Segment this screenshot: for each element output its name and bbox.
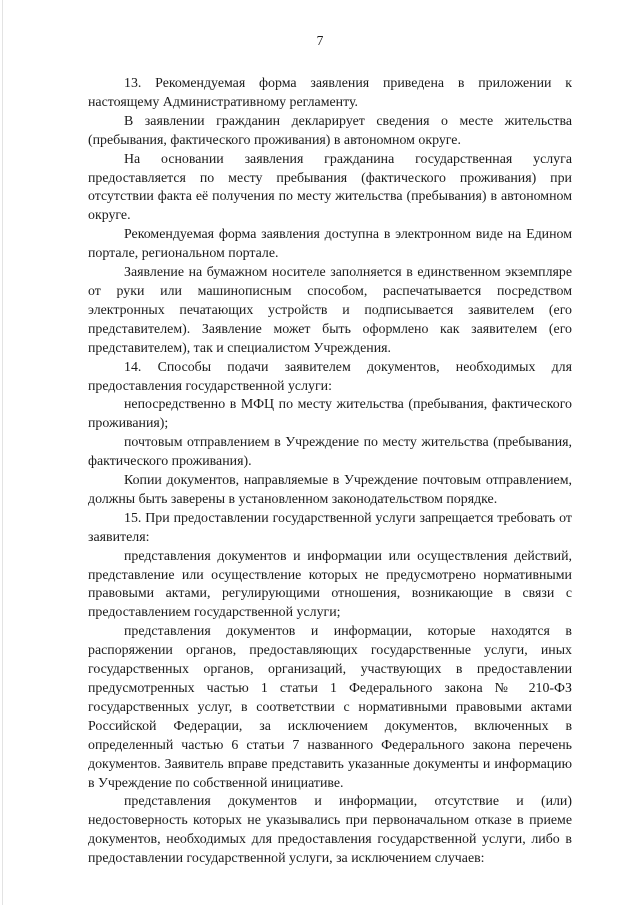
paragraph-declaration: В заявлении гражданин декларирует сведения о месте жительства (пребывания, фактического проживания) в автономном округе. [88,113,572,148]
paragraph-mfc-submission: непосредственно в МФЦ по месту жительства (пребывания, фактического проживания); [88,397,572,432]
paragraph-place-of-stay: На основании заявления гражданина государственная услуга предоставляется по месту пребывания (фактического проживания) при отсутствии факта её получения по месту жительства (пребывания) в автономном округе. [88,151,572,224]
paragraph-13-form: 13. Рекомендуемая форма заявления приведена в приложении к настоящему Административному регламенту. [88,76,572,110]
paragraph-15-prohibitions: 15. При предоставлении государственной услуги запрещается требовать от заявителя: [88,510,572,545]
paragraph-prohibition-unregulated-docs: представления документов и информации или осуществления действий, представление или осуществление которых не предусмотрено нормативными правовыми актами, регулирующими отношения, возникающие в связи с предоставлением государственной услуги; [88,548,572,621]
paragraph-prohibition-held-docs: представления документов и информации, которые находятся в распоряжении органов, предоставляющих государственные услуги, иных государственных органов, организаций, участвующих в предоставлении предусмотренных частью 1 статьи 1 Федерального закона № 210-ФЗ государственных услуг, в соответствии с нормативными правовыми актами Российской Федерации, за исключением документов, включенных в определенный частью 6 статьи 7 названного Федерального закона перечень документов. Заявитель вправе представить указанные документы и информацию в Учреждение по собственной инициативе. [88,624,572,791]
paragraph-14-submission-methods: 14. Способы подачи заявителем документов, необходимых для предоставления государственной услуги: [88,359,572,394]
paragraph-postal-submission: почтовым отправлением в Учреждение по месту жительства (пребывания, фактического проживания). [88,435,572,470]
scan-edge-line [2,0,3,905]
paragraph-certified-copies: Копии документов, направляемые в Учреждение почтовым отправлением, должны быть заверены в установленном законодательством порядке. [88,473,572,507]
paragraph-prohibition-previous-refusal: представления документов и информации, отсутствие и (или) недостоверность которых не указывались при первоначальном отказе в приеме документов, необходимых для предоставления государственной услуги, либо в предоставлении государственной услуги, за исключением случаев: [88,794,572,867]
page-number: 7 [316,33,324,48]
document-body [88,75,572,869]
paragraph-electronic-form: Рекомендуемая форма заявления доступна в электронном виде на Едином портале, региональном портале. [88,227,572,262]
paragraph-paper-application: Заявление на бумажном носителе заполняется в единственном экземпляре от руки или машинописным способом, распечатывается посредством электронных печатающих устройств и подписывается заявителем (его представителем). Заявление может быть оформлено как заявителем (его представителем), так и специалистом Учреждения. [88,265,572,356]
